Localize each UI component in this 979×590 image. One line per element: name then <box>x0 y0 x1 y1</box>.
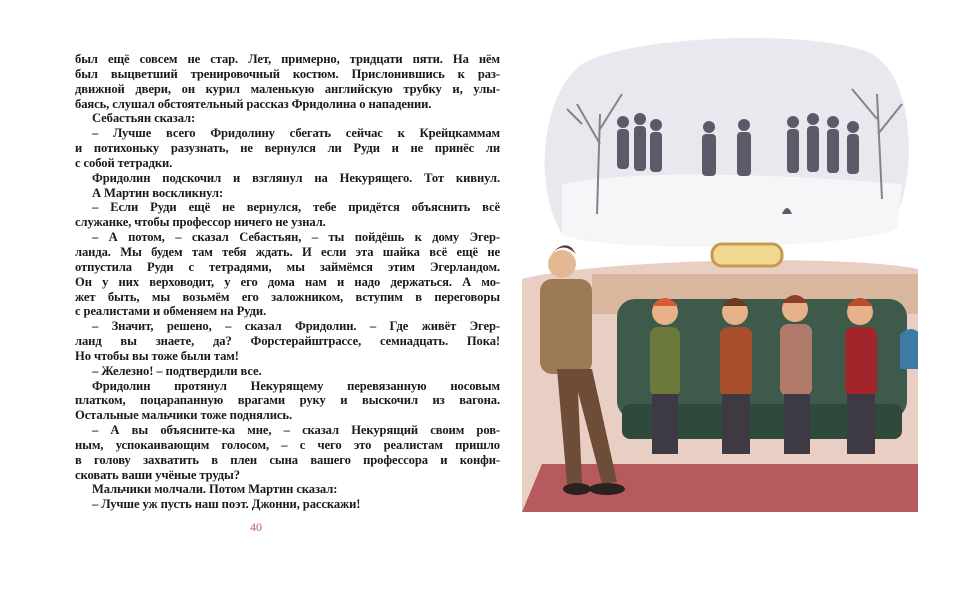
text-line: был ещё совсем не стар. Лет, примерно, тридцати пяти. На нём <box>75 52 500 66</box>
text-line: и потихоньку разузнать, не вернулся ли Руди и не принёс ли <box>75 141 500 156</box>
text-line: – Лучше всего Фридолину сбегать сейчас к Крейцкаммам <box>92 126 500 141</box>
text-line: Фридолин протянул Некурящему перевязанную носовым <box>92 378 500 393</box>
teapot <box>900 329 918 369</box>
text-line: был выцветший тренировочный костюм. Прислонившись к раз- <box>75 66 500 81</box>
page-text <box>75 52 500 512</box>
illustration-train-compartment <box>522 34 918 512</box>
text-line: Себастьян сказал: <box>92 111 196 126</box>
text-line: ным, успокаивающим голосом, – с чего это реалистам пришло <box>75 437 500 452</box>
text-line: с собой тетрадки. <box>75 155 173 170</box>
text-line: – А потом, – сказал Себастьян, – ты пойдёшь к дому Эгер- <box>92 230 500 245</box>
text-line: Но чтобы вы тоже были там! <box>75 348 239 363</box>
text-line: жет быть, мы возьмём его заложником, вступим в переговоры <box>75 289 500 304</box>
page-number: 40 <box>250 520 262 534</box>
text-line: – Железно! – подтвердили все. <box>92 363 262 378</box>
text-line: Фридолин подскочил и взглянул на Некурящего. Тот кивнул. <box>92 170 500 185</box>
mirror <box>712 244 782 266</box>
text-line: платком, поцарапанную врагами руку и выскочил из вагона. <box>75 393 500 408</box>
text-line: – Лучше уж пусть наш поэт. Джонни, расскажи! <box>92 497 361 512</box>
text-line: Мальчики молчали. Потом Мартин сказал: <box>92 482 338 497</box>
text-line: А Мартин воскликнул: <box>92 185 224 200</box>
text-line: – Значит, решено, – сказал Фридолин. – Где живёт Эгер- <box>92 319 500 334</box>
text-line: ланд вы знаете, да? Форстерайштрассе, семнадцать. Пока! <box>75 334 500 349</box>
text-line: Остальные мальчики тоже поднялись. <box>75 408 293 423</box>
text-line: Он у них верховодит, у его дома нам и надо держаться. А мо- <box>75 274 500 289</box>
text-line: движной двери, он курил маленькую английскую трубку и, улы- <box>75 81 500 96</box>
text-line: отпустила Руди с тетрадями, мы займёмся этим Эгерландом. <box>75 259 500 274</box>
text-line: баясь, слушал обстоятельный рассказ Фридолина о нападении. <box>75 96 432 111</box>
text-line: с реалистами и обменяем на Руди. <box>75 304 267 319</box>
text-line: – Если Руди ещё не вернулся, тебе придётся объяснить всё <box>92 200 500 215</box>
text-line: сковать ваши учёные труды? <box>75 467 240 482</box>
text-line: в голову захватить в плен сына вашего профессора и конфи- <box>75 452 500 467</box>
text-line: – А вы объясните-ка мне, – сказал Некурящий своим ров- <box>92 423 500 438</box>
text-line: ланда. Мы будем там тебя ждать. И если эта шайка всё ещё не <box>75 244 500 259</box>
text-line: служанке, чтобы профессор ничего не узнал. <box>75 215 326 230</box>
